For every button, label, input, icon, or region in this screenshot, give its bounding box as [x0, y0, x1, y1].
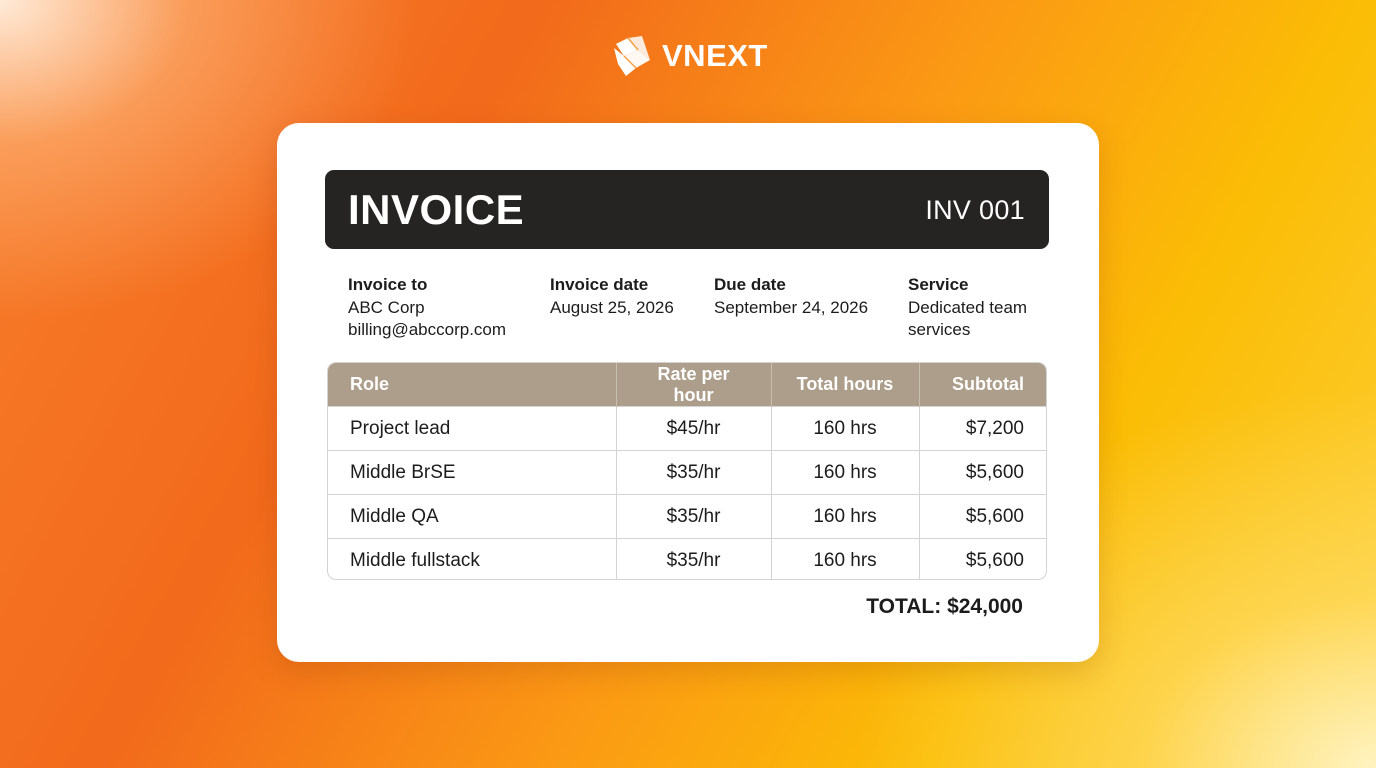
invoice-date-section — [550, 274, 674, 319]
cell-hours: 160 hrs — [771, 539, 919, 581]
table-row — [328, 407, 1046, 451]
cell-subtotal: $5,600 — [919, 451, 1046, 495]
table-row — [328, 495, 1046, 539]
brand-logo — [612, 34, 768, 78]
invoice-header-bar — [325, 170, 1049, 249]
vnext-logo-icon — [612, 34, 654, 78]
invoice-number: INV 001 — [925, 195, 1025, 225]
cell-role: Middle QA — [328, 495, 616, 539]
invoice-to-email: billing@abccorp.com — [348, 320, 507, 339]
cell-rate: $35/hr — [616, 451, 771, 495]
cell-role: Middle fullstack — [328, 539, 616, 581]
invoice-to-section — [348, 274, 506, 342]
table-header-row — [328, 363, 1046, 407]
line-items-table — [327, 362, 1047, 580]
invoice-card — [277, 123, 1099, 662]
column-header-hours: Total hours — [771, 363, 919, 407]
column-header-subtotal: Subtotal — [919, 363, 1046, 407]
due-date-value: September 24, 2026 — [714, 297, 869, 317]
invoice-to-label: Invoice to — [348, 275, 428, 294]
invoice-date-label: Invoice date — [550, 275, 649, 294]
invoice-to-company: ABC Corp — [348, 297, 425, 317]
service-line-2: services — [908, 320, 971, 339]
due-date-section — [714, 274, 868, 319]
cell-subtotal: $5,600 — [919, 539, 1046, 581]
cell-role: Middle BrSE — [328, 451, 616, 495]
table-row — [328, 451, 1046, 495]
cell-hours: 160 hrs — [771, 407, 919, 451]
column-header-rate: Rate per hour — [616, 363, 771, 407]
cell-subtotal: $5,600 — [919, 495, 1046, 539]
cell-subtotal: $7,200 — [919, 407, 1046, 451]
service-line-1: Dedicated team — [908, 297, 1028, 317]
cell-hours: 160 hrs — [771, 451, 919, 495]
invoice-total: TOTAL: $24,000 — [866, 595, 1023, 618]
invoice-date-value: August 25, 2026 — [550, 297, 674, 317]
due-date-label: Due date — [714, 275, 786, 294]
service-section — [908, 274, 1027, 342]
cell-rate: $35/hr — [616, 495, 771, 539]
cell-hours: 160 hrs — [771, 495, 919, 539]
table-row — [328, 539, 1046, 581]
invoice-title: INVOICE — [348, 186, 525, 233]
service-label: Service — [908, 275, 969, 294]
cell-rate: $35/hr — [616, 539, 771, 581]
column-header-role: Role — [328, 363, 616, 407]
cell-rate: $45/hr — [616, 407, 771, 451]
brand-name: VNEXT — [662, 38, 768, 73]
cell-role: Project lead — [328, 407, 616, 451]
